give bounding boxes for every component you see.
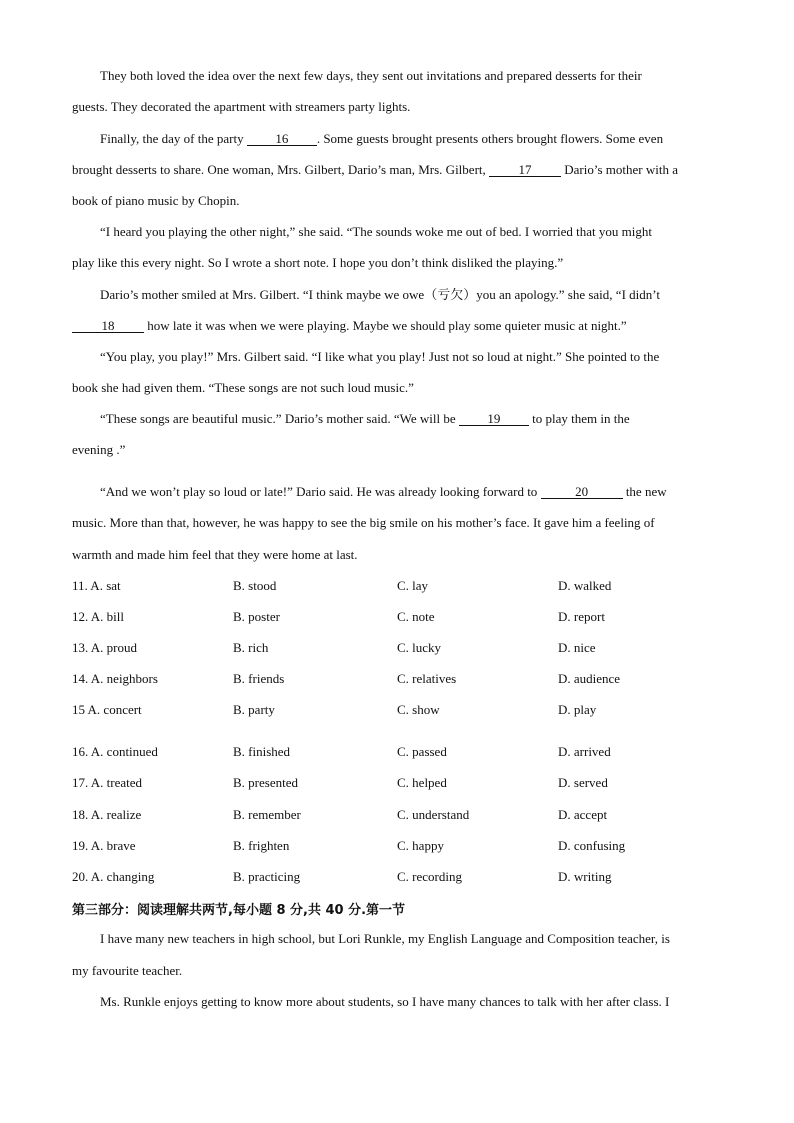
option-a: 19. A. brave xyxy=(72,838,136,853)
text-segment: Dario’s mother with a xyxy=(561,162,678,177)
blank-19: 19 xyxy=(459,412,529,426)
text-segment: Finally, the day of the party xyxy=(100,131,247,146)
option-a: 18. A. realize xyxy=(72,807,142,822)
passage-line: Ms. Runkle enjoys getting to know more about students, so I have many chances to talk with her after class. I xyxy=(100,994,670,1009)
passage-line: music. More than that, however, he was happy to see the big smile on his mother’s face. It gave him a feeling of xyxy=(72,515,655,530)
text-segment: how late it was when we were playing. Maybe we should play some quieter music at night.” xyxy=(144,318,627,333)
option-c: C. note xyxy=(397,609,435,624)
blank-17: 17 xyxy=(489,163,561,177)
text-segment: “These songs are beautiful music.” Dario’s mother said. “We will be xyxy=(100,411,459,426)
option-b: B. presented xyxy=(233,775,298,790)
passage-line: “You play, you play!” Mrs. Gilbert said. “I like what you play! Just not so loud at night.” She pointed to the xyxy=(100,349,660,364)
option-a: 17. A. treated xyxy=(72,775,143,790)
passage-line: They both loved the idea over the next few days, they sent out invitations and prepared desserts for their xyxy=(100,68,642,83)
option-a: 14. A. neighbors xyxy=(72,671,158,686)
option-b: B. rich xyxy=(233,640,269,655)
option-c: C. relatives xyxy=(397,671,457,686)
option-a: 11. A. sat xyxy=(72,578,121,593)
option-c: C. helped xyxy=(397,775,447,790)
blank-20: 20 xyxy=(541,485,623,499)
section-heading: 第三部分：阅读理解共两节,每小题 8 分,共 40 分.第一节 xyxy=(72,903,406,918)
passage-line xyxy=(72,161,678,179)
option-b: B. frighten xyxy=(233,838,290,853)
text-segment: . Some guests brought presents others brought flowers. Some even xyxy=(316,131,664,146)
option-b: B. practicing xyxy=(233,869,301,884)
option-b: B. poster xyxy=(233,609,280,624)
text-segment: the new xyxy=(622,484,667,499)
option-a: 16. A. continued xyxy=(72,744,158,759)
passage-line: warmth and made him feel that they were home at last. xyxy=(72,547,358,562)
passage-line xyxy=(72,317,627,335)
option-c: C. passed xyxy=(397,744,447,759)
option-d: D. report xyxy=(558,609,605,624)
option-d: D. walked xyxy=(558,578,612,593)
text-segment: to play them in the xyxy=(528,411,630,426)
option-d: D. nice xyxy=(558,640,596,655)
option-b: B. friends xyxy=(233,671,285,686)
passage-line xyxy=(100,483,667,501)
passage-line: I have many new teachers in high school, but Lori Runkle, my English Language and Composition teacher, is xyxy=(100,931,670,946)
passage-line: play like this every night. So I wrote a short note. I hope you don’t think disliked the playing.” xyxy=(72,255,564,270)
option-d: D. play xyxy=(558,702,597,717)
passage-line: Dario’s mother smiled at Mrs. Gilbert. “I think maybe we owe（亏欠）you an apology.” she said, “I didn’t xyxy=(100,287,660,302)
option-d: D. arrived xyxy=(558,744,611,759)
option-d: D. writing xyxy=(558,869,612,884)
option-c: C. happy xyxy=(397,838,444,853)
option-b: B. finished xyxy=(233,744,291,759)
option-a: 15 A. concert xyxy=(72,702,142,717)
option-b: B. remember xyxy=(233,807,301,822)
option-d: D. served xyxy=(558,775,608,790)
passage-line: guests. They decorated the apartment with streamers party lights. xyxy=(72,99,411,114)
option-b: B. party xyxy=(233,702,275,717)
blank-16: 16 xyxy=(247,132,317,146)
text-segment: “And we won’t play so loud or late!” Dario said. He was already looking forward to xyxy=(100,484,541,499)
option-d: D. audience xyxy=(558,671,621,686)
option-c: C. show xyxy=(397,702,440,717)
text-segment: brought desserts to share. One woman, Mrs. Gilbert, Dario’s man, Mrs. Gilbert, xyxy=(72,162,490,177)
option-a: 20. A. changing xyxy=(72,869,155,884)
option-d: D. confusing xyxy=(558,838,626,853)
blank-18: 18 xyxy=(72,319,144,333)
passage-line: “I heard you playing the other night,” she said. “The sounds woke me out of bed. I worried that you might xyxy=(100,224,653,239)
passage-line xyxy=(100,410,630,428)
passage-line: evening .” xyxy=(72,442,126,457)
option-c: C. lay xyxy=(397,578,429,593)
option-d: D. accept xyxy=(558,807,608,822)
option-c: C. lucky xyxy=(397,640,442,655)
passage-line: book she had given them. “These songs are not such loud music.” xyxy=(72,380,414,395)
option-c: C. recording xyxy=(397,869,462,884)
passage-line: my favourite teacher. xyxy=(72,963,183,978)
passage-line xyxy=(100,130,663,148)
option-c: C. understand xyxy=(397,807,470,822)
option-a: 12. A. bill xyxy=(72,609,125,624)
option-b: B. stood xyxy=(233,578,277,593)
option-a: 13. A. proud xyxy=(72,640,137,655)
passage-line: book of piano music by Chopin. xyxy=(72,193,240,208)
